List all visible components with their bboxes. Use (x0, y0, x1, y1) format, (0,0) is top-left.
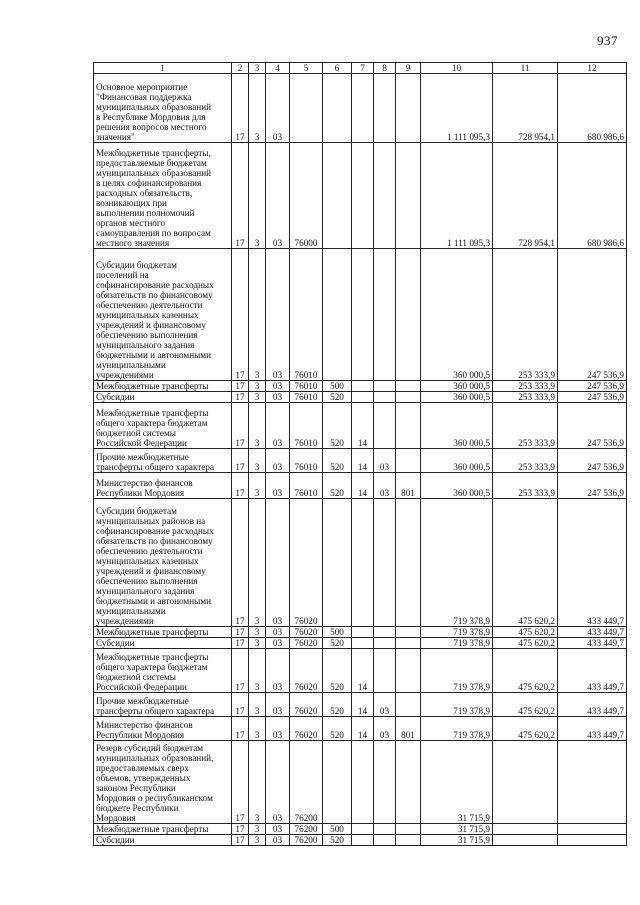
amount-cell: 475 620,2 (493, 627, 558, 638)
table-row (94, 835, 627, 846)
code-cell (374, 499, 396, 627)
code-cell: 3 (249, 74, 266, 143)
code-cell: 03 (266, 649, 290, 693)
code-cell: 3 (249, 741, 266, 824)
code-cell: 03 (266, 74, 290, 143)
code-cell (396, 649, 421, 693)
amount-cell: 433 449,7 (558, 627, 627, 638)
budget-table (93, 62, 627, 846)
code-cell (352, 824, 374, 835)
amount-cell: 475 620,2 (493, 499, 558, 627)
amount-cell: 31 715,9 (421, 741, 493, 824)
code-cell (323, 74, 352, 143)
table-row (94, 403, 627, 449)
code-cell: 17 (232, 835, 249, 846)
amount-cell: 253 333,9 (493, 392, 558, 403)
item-description: Прочие межбюджетные трансферты общего характера (94, 449, 232, 473)
table-row (94, 249, 627, 381)
code-cell: 520 (323, 449, 352, 473)
amount-cell: 475 620,2 (493, 649, 558, 693)
code-cell (374, 649, 396, 693)
amount-cell: 719 378,9 (421, 717, 493, 741)
code-cell: 500 (323, 381, 352, 392)
code-cell: 17 (232, 403, 249, 449)
code-cell (396, 403, 421, 449)
column-header: 11 (493, 63, 558, 74)
code-cell (323, 741, 352, 824)
column-header: 2 (232, 63, 249, 74)
code-cell: 17 (232, 392, 249, 403)
code-cell: 17 (232, 824, 249, 835)
amount-cell: 433 449,7 (558, 499, 627, 627)
amount-cell (558, 741, 627, 824)
amount-cell: 433 449,7 (558, 638, 627, 649)
item-description: Субсидии бюджетам муниципальных районов на софинансирование расходных обязательств по финансовому обеспечению деятельности муниципальных казенных учреждений и финансовому обеспечению выполнения муниципального задания бюджетными и автономными муниципальными учреждениями (94, 499, 232, 627)
code-cell (323, 143, 352, 249)
amount-cell: 1 111 095,3 (421, 143, 493, 249)
code-cell: 14 (352, 693, 374, 717)
code-cell: 3 (249, 835, 266, 846)
amount-cell: 360 000,5 (421, 249, 493, 381)
code-cell: 76000 (290, 143, 323, 249)
amount-cell (493, 835, 558, 846)
code-cell: 03 (374, 473, 396, 499)
item-description: Субсидии (94, 638, 232, 649)
item-description: Субсидии бюджетам поселений на софинансирование расходных обязательств по финансовому обеспечению деятельности муниципальных казенных учреждений и финансовому обеспечению выполнения муниципального задания бюджетными и автономными муниципальными учреждениями (94, 249, 232, 381)
code-cell: 76010 (290, 449, 323, 473)
code-cell (352, 381, 374, 392)
code-cell: 17 (232, 717, 249, 741)
code-cell (352, 835, 374, 846)
code-cell: 3 (249, 627, 266, 638)
item-description: Министерство финансов Республики Мордовия (94, 717, 232, 741)
table-row (94, 693, 627, 717)
code-cell: 500 (323, 627, 352, 638)
code-cell (352, 741, 374, 824)
code-cell (396, 381, 421, 392)
code-cell: 03 (266, 449, 290, 473)
item-description: Межбюджетные трансферты общего характера бюджетам бюджетной системы Российской Федерации (94, 649, 232, 693)
amount-cell: 433 449,7 (558, 693, 627, 717)
amount-cell: 719 378,9 (421, 499, 493, 627)
code-cell: 76020 (290, 499, 323, 627)
amount-cell: 360 000,5 (421, 403, 493, 449)
code-cell: 03 (266, 473, 290, 499)
amount-cell: 247 536,9 (558, 392, 627, 403)
code-cell (352, 638, 374, 649)
table-row (94, 499, 627, 627)
code-cell: 17 (232, 249, 249, 381)
column-header: 3 (249, 63, 266, 74)
amount-cell: 253 333,9 (493, 449, 558, 473)
code-cell (396, 693, 421, 717)
item-description: Межбюджетные трансферты (94, 627, 232, 638)
code-cell: 03 (374, 717, 396, 741)
item-description: Межбюджетные трансферты, предоставляемые бюджетам муниципальных образований в целях софинансирования расходных обязательств, возникающих при выполнении полномочий органов местного самоуправления по вопросам местного значения (94, 143, 232, 249)
amount-cell (493, 741, 558, 824)
code-cell: 03 (266, 824, 290, 835)
code-cell: 801 (396, 473, 421, 499)
code-cell (323, 499, 352, 627)
code-cell: 520 (323, 473, 352, 499)
column-header: 4 (266, 63, 290, 74)
code-cell: 3 (249, 473, 266, 499)
amount-cell: 253 333,9 (493, 249, 558, 381)
item-description: Межбюджетные трансферты (94, 381, 232, 392)
code-cell: 3 (249, 649, 266, 693)
table-row (94, 649, 627, 693)
code-cell (352, 74, 374, 143)
amount-cell: 247 536,9 (558, 381, 627, 392)
table-row (94, 143, 627, 249)
code-cell: 3 (249, 449, 266, 473)
amount-cell: 253 333,9 (493, 381, 558, 392)
table-row (94, 824, 627, 835)
code-cell: 76010 (290, 403, 323, 449)
code-cell: 17 (232, 473, 249, 499)
code-cell: 3 (249, 717, 266, 741)
code-cell: 17 (232, 638, 249, 649)
item-description: Основное мероприятие "Финансовая поддержка муниципальных образований в Республике Мордовия для решения вопросов местного значения" (94, 74, 232, 143)
amount-cell: 475 620,2 (493, 693, 558, 717)
code-cell (374, 249, 396, 381)
code-cell: 3 (249, 638, 266, 649)
column-header: 12 (558, 63, 627, 74)
amount-cell: 719 378,9 (421, 693, 493, 717)
code-cell: 76020 (290, 693, 323, 717)
code-cell (374, 381, 396, 392)
code-cell: 76010 (290, 392, 323, 403)
code-cell (374, 835, 396, 846)
code-cell (396, 449, 421, 473)
column-header: 8 (374, 63, 396, 74)
code-cell: 03 (266, 693, 290, 717)
amount-cell: 360 000,5 (421, 449, 493, 473)
amount-cell: 253 333,9 (493, 473, 558, 499)
code-cell: 801 (396, 717, 421, 741)
code-cell (396, 741, 421, 824)
code-cell: 17 (232, 499, 249, 627)
amount-cell: 433 449,7 (558, 649, 627, 693)
amount-cell: 360 000,5 (421, 392, 493, 403)
code-cell (396, 638, 421, 649)
column-header: 10 (421, 63, 493, 74)
code-cell (374, 638, 396, 649)
code-cell: 3 (249, 824, 266, 835)
amount-cell: 475 620,2 (493, 638, 558, 649)
code-cell: 76020 (290, 627, 323, 638)
code-cell: 14 (352, 473, 374, 499)
code-cell: 76020 (290, 717, 323, 741)
amount-cell: 433 449,7 (558, 717, 627, 741)
column-header: 1 (94, 63, 232, 74)
column-header: 9 (396, 63, 421, 74)
code-cell: 76200 (290, 824, 323, 835)
amount-cell: 247 536,9 (558, 403, 627, 449)
code-cell: 76010 (290, 249, 323, 381)
code-cell (352, 249, 374, 381)
item-description: Прочие межбюджетные трансферты общего характера (94, 693, 232, 717)
code-cell (396, 143, 421, 249)
code-cell: 03 (374, 449, 396, 473)
code-cell: 76200 (290, 741, 323, 824)
code-cell: 14 (352, 449, 374, 473)
code-cell: 17 (232, 627, 249, 638)
amount-cell: 247 536,9 (558, 449, 627, 473)
code-cell: 03 (266, 638, 290, 649)
code-cell: 03 (266, 403, 290, 449)
table-row (94, 449, 627, 473)
code-cell (396, 392, 421, 403)
code-cell: 03 (266, 741, 290, 824)
table-row (94, 627, 627, 638)
code-cell: 03 (266, 627, 290, 638)
column-header: 5 (290, 63, 323, 74)
code-cell: 520 (323, 717, 352, 741)
item-description: Межбюджетные трансферты (94, 824, 232, 835)
code-cell (374, 143, 396, 249)
amount-cell: 360 000,5 (421, 473, 493, 499)
code-cell: 03 (266, 392, 290, 403)
code-cell (290, 74, 323, 143)
amount-cell: 719 378,9 (421, 627, 493, 638)
column-header: 7 (352, 63, 374, 74)
code-cell: 3 (249, 499, 266, 627)
code-cell (396, 835, 421, 846)
code-cell: 17 (232, 693, 249, 717)
amount-cell: 31 715,9 (421, 824, 493, 835)
amount-cell: 31 715,9 (421, 835, 493, 846)
code-cell: 14 (352, 717, 374, 741)
code-cell: 520 (323, 693, 352, 717)
amount-cell: 719 378,9 (421, 649, 493, 693)
table-row (94, 741, 627, 824)
table-row (94, 74, 627, 143)
amount-cell: 475 620,2 (493, 717, 558, 741)
code-cell (352, 143, 374, 249)
code-cell: 03 (266, 499, 290, 627)
code-cell (323, 249, 352, 381)
code-cell: 03 (266, 249, 290, 381)
item-description: Межбюджетные трансферты общего характера бюджетам бюджетной системы Российской Федерации (94, 403, 232, 449)
amount-cell: 253 333,9 (493, 403, 558, 449)
amount-cell: 728 954,1 (493, 74, 558, 143)
code-cell: 03 (374, 693, 396, 717)
code-cell (374, 824, 396, 835)
table-row (94, 392, 627, 403)
amount-cell: 680 986,6 (558, 74, 627, 143)
amount-cell: 247 536,9 (558, 249, 627, 381)
code-cell: 03 (266, 835, 290, 846)
code-cell: 520 (323, 392, 352, 403)
code-cell: 3 (249, 693, 266, 717)
code-cell: 3 (249, 403, 266, 449)
code-cell (374, 74, 396, 143)
code-cell: 17 (232, 449, 249, 473)
item-description: Резерв субсидий бюджетам муниципальных образований, предоставляемых сверх объемов, утвержденных законом Республики Мордовия о республиканском бюджете Республики Мордовия (94, 741, 232, 824)
amount-cell (558, 835, 627, 846)
code-cell (374, 741, 396, 824)
table-header-row (94, 63, 627, 74)
code-cell: 3 (249, 392, 266, 403)
code-cell (396, 499, 421, 627)
code-cell (396, 824, 421, 835)
amount-cell: 680 986,6 (558, 143, 627, 249)
code-cell: 17 (232, 381, 249, 392)
amount-cell (558, 824, 627, 835)
code-cell: 14 (352, 649, 374, 693)
code-cell (374, 627, 396, 638)
code-cell: 17 (232, 649, 249, 693)
code-cell: 76200 (290, 835, 323, 846)
code-cell: 76010 (290, 381, 323, 392)
code-cell: 3 (249, 381, 266, 392)
code-cell (396, 74, 421, 143)
item-description: Субсидии (94, 835, 232, 846)
code-cell: 17 (232, 143, 249, 249)
code-cell: 3 (249, 249, 266, 381)
amount-cell: 360 000,5 (421, 381, 493, 392)
code-cell (396, 249, 421, 381)
code-cell: 3 (249, 143, 266, 249)
table-row (94, 381, 627, 392)
code-cell (374, 392, 396, 403)
column-header: 6 (323, 63, 352, 74)
table-body (94, 74, 627, 846)
amount-cell: 1 111 095,3 (421, 74, 493, 143)
page-number: 937 (597, 33, 618, 48)
amount-cell: 247 536,9 (558, 473, 627, 499)
item-description: Субсидии (94, 392, 232, 403)
code-cell: 520 (323, 835, 352, 846)
amount-cell (493, 824, 558, 835)
code-cell (352, 499, 374, 627)
code-cell: 14 (352, 403, 374, 449)
code-cell: 500 (323, 824, 352, 835)
code-cell (352, 392, 374, 403)
code-cell: 17 (232, 74, 249, 143)
code-cell (396, 627, 421, 638)
code-cell: 520 (323, 638, 352, 649)
amount-cell: 728 954,1 (493, 143, 558, 249)
code-cell: 17 (232, 741, 249, 824)
table-row (94, 638, 627, 649)
code-cell (374, 403, 396, 449)
table-row (94, 473, 627, 499)
code-cell: 03 (266, 381, 290, 392)
code-cell: 520 (323, 403, 352, 449)
code-cell: 76020 (290, 638, 323, 649)
table-row (94, 717, 627, 741)
item-description: Министерство финансов Республики Мордовия (94, 473, 232, 499)
code-cell (352, 627, 374, 638)
code-cell: 520 (323, 649, 352, 693)
code-cell: 76020 (290, 649, 323, 693)
code-cell: 03 (266, 143, 290, 249)
code-cell: 76010 (290, 473, 323, 499)
code-cell: 03 (266, 717, 290, 741)
amount-cell: 719 378,9 (421, 638, 493, 649)
